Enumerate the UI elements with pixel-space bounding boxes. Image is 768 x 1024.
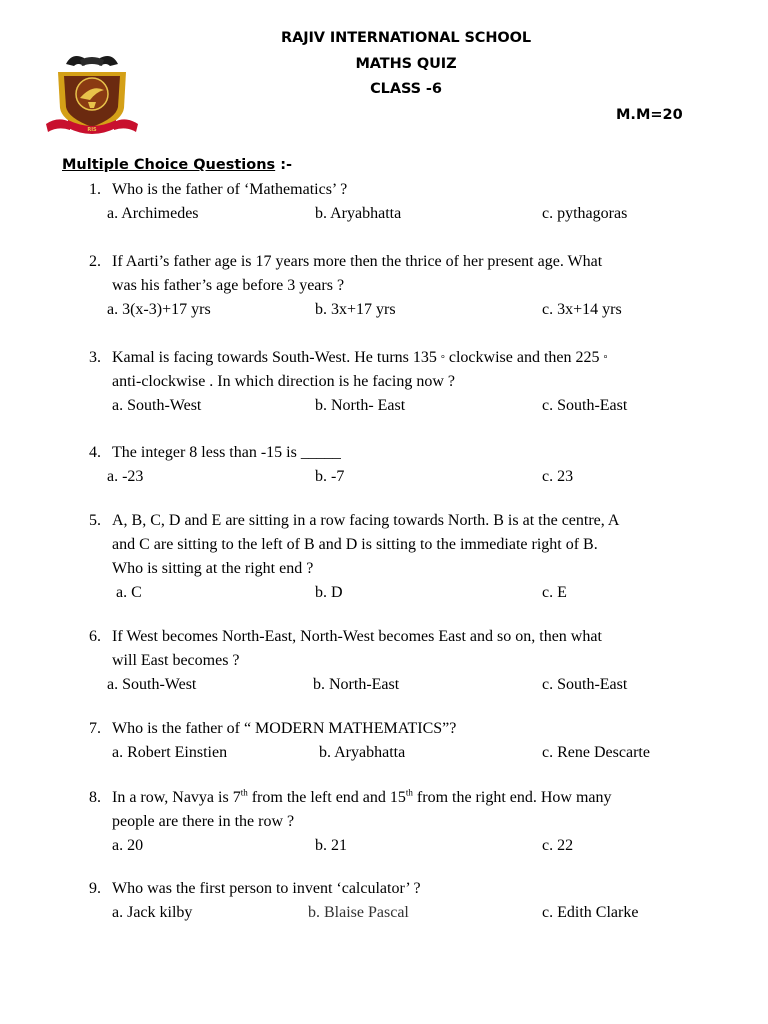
option-c: c. Edith Clarke <box>542 904 639 921</box>
school-name: RAJIV INTERNATIONAL SCHOOL <box>281 30 531 46</box>
option-c: c. Rene Descarte <box>542 744 650 761</box>
option-b: b. North-East <box>313 676 400 693</box>
quiz-title: MATHS QUIZ <box>355 56 457 72</box>
option-a: a. South-West <box>112 397 202 414</box>
question-number: 8. <box>89 789 101 806</box>
question-text: Kamal is facing towards South-West. He turns 135 ° clockwise and then 225 ° <box>112 349 608 366</box>
option-b: b. D <box>315 584 343 601</box>
question-text: Who is the father of ‘Mathematics’ ? <box>112 181 348 198</box>
question-number: 3. <box>89 349 101 366</box>
question-text: Who is sitting at the right end ? <box>112 560 314 577</box>
question-text: The integer 8 less than -15 is _____ <box>112 444 341 461</box>
question-number: 2. <box>89 253 101 270</box>
degree-icon: ° <box>603 354 608 365</box>
option-a: a. C <box>116 584 142 601</box>
question-number: 6. <box>89 628 101 645</box>
option-c: c. 3x+14 yrs <box>542 301 622 318</box>
option-c: c. pythagoras <box>542 205 628 222</box>
option-a: a. Archimedes <box>107 205 199 222</box>
option-c: c. E <box>542 584 567 601</box>
question-text: If West becomes North-East, North-West becomes East and so on, then what <box>112 628 602 645</box>
option-b: b. 3x+17 yrs <box>315 301 396 318</box>
question-text: and C are sitting to the left of B and D is sitting to the immediate right of B. <box>112 536 598 553</box>
class-label: CLASS -6 <box>370 81 442 97</box>
option-a: a. -23 <box>107 468 144 485</box>
option-a: a. 20 <box>112 837 144 854</box>
school-crest-logo <box>44 50 140 140</box>
question-text: If Aarti’s father age is 17 years more then the thrice of her present age. What <box>112 253 603 270</box>
question-text: Who is the father of “ MODERN MATHEMATICS”? <box>112 720 457 737</box>
question-number: 5. <box>89 512 101 529</box>
option-b: b. Aryabhatta <box>319 744 406 761</box>
question-text: In a row, Navya is 7th from the left end and 15th from the right end. How many <box>112 787 612 806</box>
option-a: a. Jack kilby <box>112 904 193 921</box>
question-number: 9. <box>89 880 101 897</box>
section-heading <box>62 157 292 173</box>
option-b: b. -7 <box>315 468 345 485</box>
option-b: b. 21 <box>315 837 347 854</box>
option-b: b. Blaise Pascal <box>308 904 409 921</box>
section-title: Multiple Choice Questions <box>62 157 276 173</box>
section-suffix: :- <box>275 157 293 173</box>
option-c: c. South-East <box>542 676 628 693</box>
option-c: c. 23 <box>542 468 574 485</box>
option-b: b. North- East <box>315 397 406 414</box>
question-text: was his father’s age before 3 years ? <box>112 277 345 294</box>
question-number: 1. <box>89 181 101 198</box>
question-text: will East becomes ? <box>112 652 240 669</box>
question-text: anti-clockwise . In which direction is he facing now ? <box>112 373 455 390</box>
option-b: b. Aryabhatta <box>315 205 402 222</box>
question-text: people are there in the row ? <box>112 813 295 830</box>
option-c: c. South-East <box>542 397 628 414</box>
option-c: c. 22 <box>542 837 574 854</box>
question-number: 7. <box>89 720 101 737</box>
question-text: A, B, C, D and E are sitting in a row facing towards North. B is at the centre, A <box>112 512 620 529</box>
max-marks: M.M=20 <box>616 107 683 123</box>
degree-icon: ° <box>440 354 445 365</box>
option-a: a. 3(x-3)+17 yrs <box>107 301 211 318</box>
option-a: a. Robert Einstien <box>112 744 228 761</box>
svg-text:RIS: RIS <box>87 127 97 133</box>
question-number: 4. <box>89 444 101 461</box>
question-text: Who was the first person to invent ‘calculator’ ? <box>112 880 421 897</box>
option-a: a. South-West <box>107 676 197 693</box>
